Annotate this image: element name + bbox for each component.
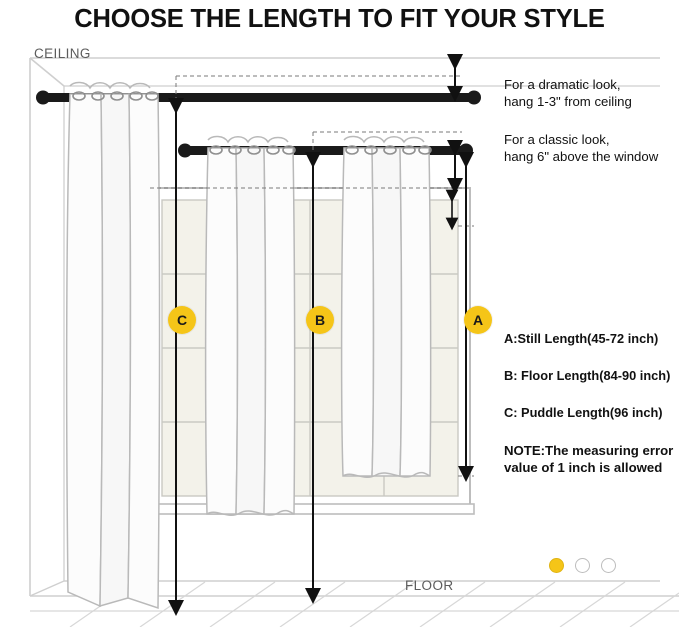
legend-a: A:Still Length(45-72 inch) [504,331,659,346]
classic-note-line2: hang 6" above the window [504,149,659,164]
measuring-note-line2: value of 1 inch is allowed [504,460,663,475]
classic-note [504,131,658,165]
carousel-dot-1[interactable] [549,558,564,573]
floor-label: FLOOR [405,578,454,593]
measuring-note [504,442,673,476]
dramatic-note [504,76,632,110]
carousel-dot-3[interactable] [601,558,616,573]
measuring-note-line1: NOTE:The measuring error [504,443,674,458]
dramatic-note-line2: hang 1-3" from ceiling [504,94,632,109]
legend-b: B: Floor Length(84-90 inch) [504,368,671,383]
carousel-dots[interactable] [549,558,616,573]
page-title: CHOOSE THE LENGTH TO FIT YOUR STYLE [74,5,605,33]
badge-b: B [306,306,334,334]
ceiling-label: CEILING [34,46,91,61]
classic-note-line1: For a classic look, [504,132,610,147]
badge-c: C [168,306,196,334]
curtain-length-diagram [0,36,679,627]
carousel-dot-2[interactable] [575,558,590,573]
legend-c: C: Puddle Length(96 inch) [504,405,663,420]
dramatic-note-line1: For a dramatic look, [504,77,621,92]
badge-a: A [464,306,492,334]
